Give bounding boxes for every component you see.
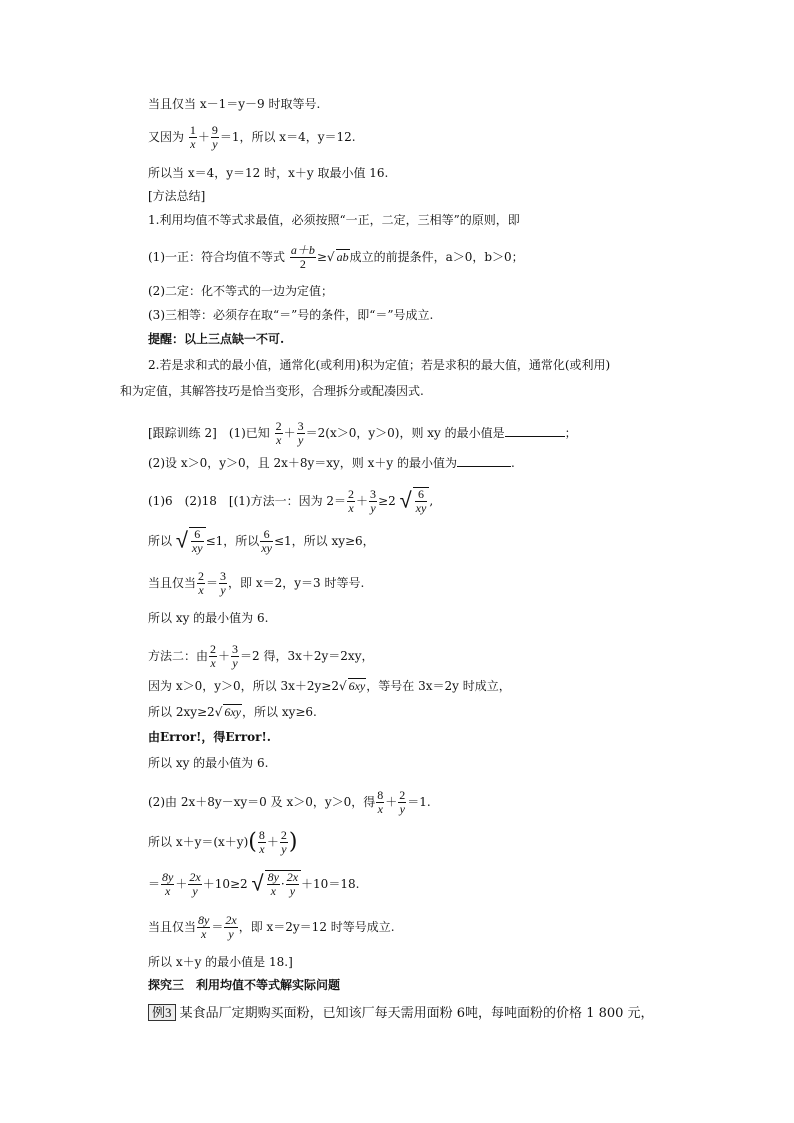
radical-sign: √	[326, 250, 335, 264]
solution-part-2: (2)由 2x＋8y－xy＝0 及 x＞0，y＞0，得 $\frac{8}{x}$ ＋ $\frac{2}{y}$ ＝1.	[148, 788, 431, 816]
line-given-sum: 又因为 $\frac{1}{x}$ ＋ $\frac{9}{y}$ ＝1，所以 x＝4，y＝12.	[148, 123, 356, 151]
tracking-training-q1: [跟踪训练 2] (1)已知 $\frac{2}{x}$ ＋ $\frac{3}{y}$ ＝2(x＞0，y＞0)，则 xy 的最小值是 ；	[148, 419, 577, 447]
answer-blank-2[interactable]	[457, 455, 511, 467]
solution-step-7: 所以 2xy≥2√ 6xy，所以 xy≥6.	[148, 705, 317, 719]
answer-blank-1[interactable]	[505, 425, 565, 437]
fraction-9-over-y: $\frac{9}{y}$	[211, 123, 218, 151]
sqrt-ab: ab	[336, 250, 349, 264]
radical-sign: √	[175, 528, 188, 554]
solution-part-2-step-4: 当且仅当 $\frac{8y}{x}$ ＝ $\frac{2x}{y}$ ，即 x＝2y＝12 时等号成立.	[148, 913, 395, 941]
method-point-2: 2.若是求和式的最小值，通常化(或利用)积为定值；若是求积的最大值，通常化(或利用)	[148, 358, 611, 372]
sqrt-6-over-xy: $\frac{6}{xy}$	[413, 487, 430, 515]
solution-step-6: 因为 x＞0，y＞0，所以 3x＋2y≥2√ 6xy，等号在 3x＝2y 时成立，	[148, 679, 511, 693]
radical-sign: √	[251, 871, 264, 897]
example-3: 例3 某食品厂定期购买面粉，已知该厂每天需用面粉 6吨，每吨面粉的价格 1 800 元，	[148, 1004, 654, 1022]
solution-part-2-step-3: ＝ $\frac{8y}{x}$ ＋ $\frac{2x}{y}$ ＋10≥2 √ $\frac{8y}{x}$ · $\frac{2x}{y}$ ＋10＝18.	[148, 870, 360, 898]
method-point-1-2: (2)二定：化不等式的一边为定值；	[148, 284, 333, 298]
fraction-1-over-x: $\frac{1}{x}$	[189, 123, 196, 151]
solution-step-8-error: 由Error!，得Error!.	[148, 730, 271, 744]
radical-sign: √	[399, 488, 412, 514]
example-3-tag: 例3	[148, 1004, 176, 1021]
line-min-16: 所以当 x＝4，y＝12 时，x＋y 取最小值 16.	[148, 166, 389, 180]
line-equality-condition: 当且仅当 x－1＝y－9 时取等号.	[148, 97, 321, 111]
solution-method-2: 方法二：由 $\frac{2}{x}$ ＋ $\frac{3}{y}$ ＝2 得，3x＋2y＝2xy，	[148, 642, 374, 670]
method-point-2-cont: 和为定值，其解答技巧是恰当变形，合理拆分或配凑因式.	[120, 384, 424, 398]
section-heading-explore-3: 探究三 利用均值不等式解实际问题	[148, 978, 341, 992]
solution-step-9: 所以 xy 的最小值为 6.	[148, 756, 269, 770]
solution-method-1: (1)6 (2)18 [(1)方法一：因为 2＝ $\frac{2}{x}$ ＋ $\frac{3}{y}$ ≥2 √ $\frac{6}{xy}$ ,	[148, 487, 434, 515]
method-summary-title: [方法总结]	[148, 189, 206, 203]
sqrt-6xy: 6xy	[224, 705, 241, 719]
fraction-2-over-x: $\frac{2}{x}$	[275, 419, 282, 447]
fraction-3-over-y: $\frac{3}{y}$	[297, 419, 304, 447]
method-point-1: 1.利用均值不等式求最值，必须按照“一正，二定，三相等”的原则，即	[148, 213, 520, 227]
sqrt-product: $\frac{8y}{x}$ · $\frac{2x}{y}$	[265, 870, 301, 898]
solution-step-4: 所以 xy 的最小值为 6.	[148, 611, 269, 625]
solution-step-2: 所以 √ $\frac{6}{xy}$ ≤1，所以 $\frac{6}{xy}$ ≤1，所以 xy≥6，	[148, 527, 375, 555]
fraction-a-plus-b-over-2: $\frac{a+b}{2}$	[290, 243, 315, 271]
sqrt-6-over-xy: $\frac{6}{xy}$	[189, 527, 206, 555]
solution-step-3: 当且仅当 $\frac{2}{x}$ ＝ $\frac{3}{y}$ ，即 x＝2，y＝3 时等号.	[148, 569, 365, 597]
solution-part-2-step-2: 所以 x＋y＝(x＋y)( $\frac{8}{x}$ ＋ $\frac{2}{y}$ )	[148, 828, 298, 856]
method-point-1-3: (3)三相等：必须存在取“＝”号的条件，即“＝”号成立.	[148, 308, 434, 322]
radical-sign: √	[214, 705, 223, 719]
tracking-training-q2: (2)设 x＞0，y＞0，且 2x＋8y＝xy，则 x＋y 的最小值为 .	[148, 456, 515, 470]
solution-part-2-conclusion: 所以 x＋y 的最小值是 18.]	[148, 955, 293, 969]
sqrt-6xy: 6xy	[348, 679, 366, 693]
method-reminder: 提醒：以上三点缺一不可.	[148, 332, 285, 346]
method-point-1-1: (1)一正：符合均值不等式 $\frac{a+b}{2}$ ≥√ ab成立的前提条件，a＞0，b＞0；	[148, 243, 524, 271]
radical-sign: √	[338, 679, 347, 693]
